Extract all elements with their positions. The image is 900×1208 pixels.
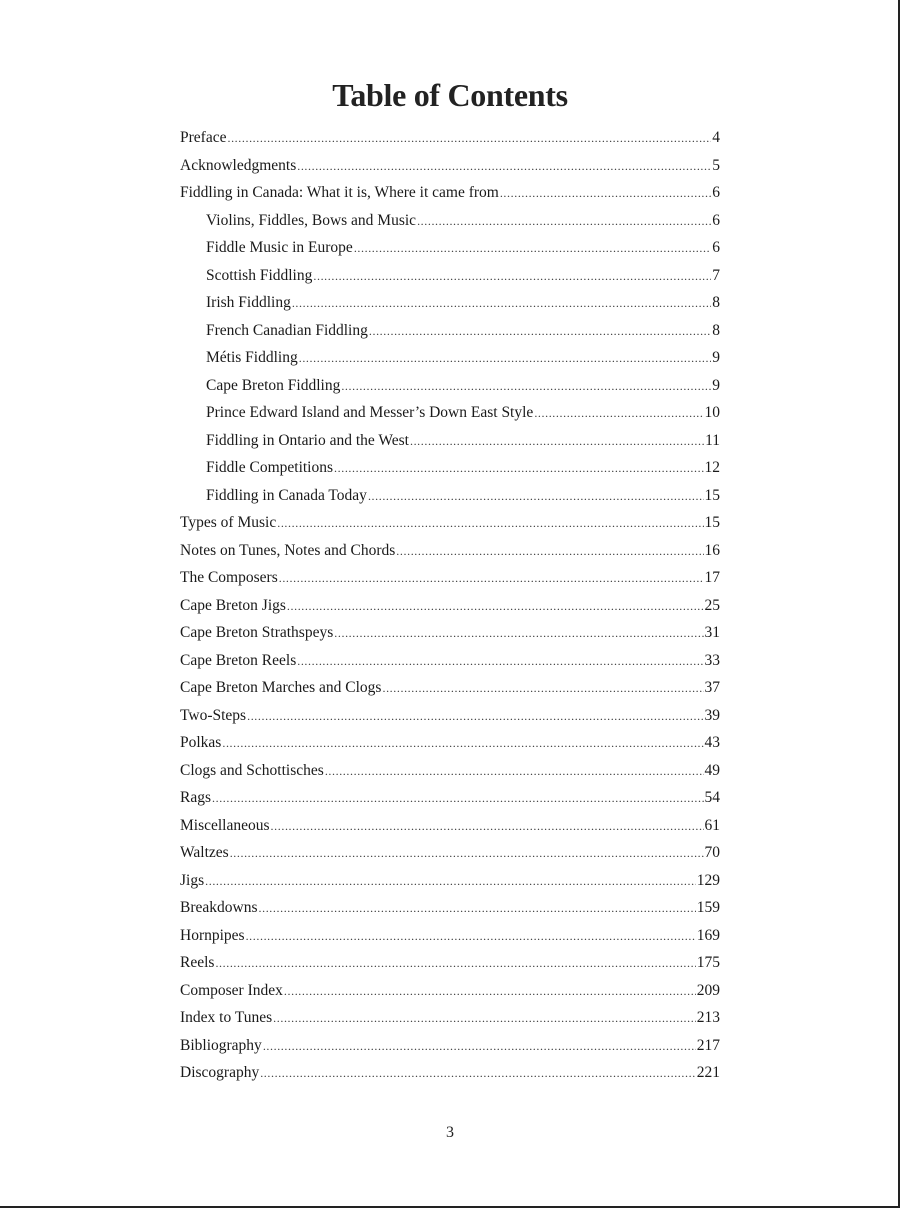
toc-entry-label: Cape Breton Strathspeys (180, 624, 334, 641)
toc-dot-leader (227, 125, 711, 153)
toc-dot-leader (287, 593, 704, 621)
toc-entry-label: Two-Steps (180, 706, 247, 724)
toc-dot-leader (354, 235, 711, 263)
toc-dot-leader (271, 813, 704, 841)
toc-entry[interactable] (180, 757, 720, 785)
toc-entry-page: 175 (696, 954, 720, 971)
toc-entry-page: 6 (712, 211, 720, 229)
toc-entry-label: Métis Fiddling (206, 349, 298, 366)
toc-dot-leader (215, 950, 695, 978)
table-of-contents (180, 124, 720, 1087)
toc-entry-label: Notes on Tunes, Notes and Chords (180, 541, 396, 559)
toc-entry-page: 4 (712, 129, 720, 146)
toc-entry[interactable] (180, 619, 720, 647)
toc-subentry[interactable] (180, 399, 720, 427)
toc-entry-page: 6 (712, 184, 720, 201)
toc-entry-page: 5 (712, 156, 720, 174)
toc-subentry[interactable] (180, 372, 720, 400)
toc-entry-page: 217 (696, 1036, 720, 1054)
toc-subentry[interactable] (180, 317, 720, 345)
toc-entry-page: 8 (712, 294, 720, 311)
toc-entry-page: 54 (704, 789, 720, 806)
toc-entry-label: Polkas (180, 734, 222, 751)
toc-dot-leader (500, 180, 711, 208)
toc-entry[interactable] (180, 1059, 720, 1087)
toc-entry-label: Index to Tunes (180, 1009, 273, 1026)
toc-entry-page: 12 (704, 459, 720, 476)
toc-entry[interactable] (180, 702, 720, 730)
toc-entry-page: 25 (704, 596, 720, 614)
toc-entry-page: 159 (696, 899, 720, 916)
toc-entry-page: 61 (704, 816, 720, 834)
toc-entry-page: 49 (704, 761, 720, 779)
toc-dot-leader (396, 538, 703, 566)
toc-dot-leader (222, 730, 703, 758)
toc-entry-label: Cape Breton Fiddling (206, 376, 341, 394)
toc-entry-page: 33 (704, 651, 720, 669)
toc-entry[interactable] (180, 894, 720, 922)
toc-entry-page: 221 (696, 1064, 720, 1081)
toc-entry[interactable] (180, 152, 720, 180)
toc-entry[interactable] (180, 729, 720, 757)
toc-dot-leader (205, 868, 696, 896)
toc-dot-leader (279, 565, 704, 593)
toc-dot-leader (534, 400, 703, 428)
toc-entry[interactable] (180, 1004, 720, 1032)
toc-entry[interactable] (180, 949, 720, 977)
toc-entry-page: 169 (696, 926, 720, 944)
toc-entry[interactable] (180, 867, 720, 895)
page-title: Table of Contents (332, 77, 568, 114)
toc-entry-label: Fiddling in Canada: What it is, Where it came from (180, 184, 499, 201)
toc-dot-leader (284, 978, 696, 1006)
toc-entry-label: Violins, Fiddles, Bows and Music (206, 211, 417, 229)
toc-dot-leader (382, 675, 703, 703)
toc-entry-label: Types of Music (180, 514, 277, 531)
toc-entry-label: Rags (180, 789, 211, 806)
toc-entry[interactable] (180, 537, 720, 565)
toc-dot-leader (341, 373, 711, 401)
toc-entry[interactable] (180, 564, 720, 592)
toc-entry[interactable] (180, 124, 720, 152)
toc-subentry[interactable] (180, 427, 720, 455)
toc-subentry[interactable] (180, 234, 720, 262)
toc-entry[interactable] (180, 977, 720, 1005)
toc-entry-page: 129 (696, 871, 720, 889)
toc-entry-page: 15 (704, 514, 720, 531)
toc-entry-page: 15 (704, 486, 720, 504)
toc-entry-label: Prince Edward Island and Messer’s Down East Style (206, 404, 534, 421)
toc-entry[interactable] (180, 922, 720, 950)
toc-dot-leader (297, 648, 703, 676)
toc-entry[interactable] (180, 1032, 720, 1060)
toc-dot-leader (297, 153, 711, 181)
toc-entry-page: 70 (704, 844, 720, 861)
toc-subentry[interactable] (180, 454, 720, 482)
toc-entry-label: Jigs (180, 871, 205, 889)
toc-entry-label: Bibliography (180, 1036, 262, 1054)
toc-dot-leader (259, 895, 696, 923)
toc-entry-label: Clogs and Schottisches (180, 761, 324, 779)
toc-entry-label: Discography (180, 1064, 260, 1081)
toc-entry-label: Cape Breton Reels (180, 651, 297, 669)
toc-subentry[interactable] (180, 344, 720, 372)
toc-entry[interactable] (180, 647, 720, 675)
toc-dot-leader (230, 840, 704, 868)
toc-dot-leader (247, 703, 703, 731)
toc-entry-label: Acknowledgments (180, 156, 297, 174)
toc-dot-leader (260, 1060, 696, 1088)
toc-entry-label: Cape Breton Marches and Clogs (180, 679, 382, 696)
toc-entry-page: 17 (704, 569, 720, 586)
toc-entry[interactable] (180, 592, 720, 620)
toc-dot-leader (299, 345, 712, 373)
toc-entry-page: 31 (704, 624, 720, 641)
toc-entry-label: Scottish Fiddling (206, 266, 313, 284)
toc-entry[interactable] (180, 509, 720, 537)
toc-entry-page: 11 (705, 431, 720, 449)
toc-entry-label: Cape Breton Jigs (180, 596, 286, 614)
toc-entry-label: Fiddling in Ontario and the West (206, 431, 409, 449)
toc-entry[interactable] (180, 784, 720, 812)
toc-entry-label: Breakdowns (180, 899, 258, 916)
toc-entry-page: 9 (712, 376, 720, 394)
toc-entry-page: 209 (696, 981, 720, 999)
toc-entry-label: Miscellaneous (180, 816, 270, 834)
toc-entry-label: Irish Fiddling (206, 294, 291, 311)
toc-dot-leader (212, 785, 704, 813)
toc-entry-page: 9 (712, 349, 720, 366)
toc-dot-leader (410, 428, 704, 456)
toc-subentry[interactable] (180, 482, 720, 510)
toc-entry-page: 39 (704, 706, 720, 724)
toc-entry-page: 43 (704, 734, 720, 751)
toc-dot-leader (369, 318, 711, 346)
toc-entry-page: 16 (704, 541, 720, 559)
toc-entry-label: Fiddle Music in Europe (206, 239, 353, 256)
toc-entry-label: The Composers (180, 569, 278, 586)
toc-entry-label: French Canadian Fiddling (206, 321, 368, 339)
toc-dot-leader (325, 758, 704, 786)
toc-subentry[interactable] (180, 262, 720, 290)
toc-entry-page: 37 (704, 679, 720, 696)
toc-subentry[interactable] (180, 289, 720, 317)
toc-entry[interactable] (180, 812, 720, 840)
toc-entry-page: 213 (696, 1009, 720, 1026)
page-number: 3 (446, 1124, 454, 1141)
toc-dot-leader (273, 1005, 696, 1033)
toc-dot-leader (334, 455, 703, 483)
toc-entry-label: Reels (180, 954, 215, 971)
toc-dot-leader (246, 923, 696, 951)
toc-entry[interactable] (180, 674, 720, 702)
toc-entry-label: Waltzes (180, 844, 229, 861)
toc-entry-page: 8 (712, 321, 720, 339)
toc-entry-label: Hornpipes (180, 926, 245, 944)
toc-dot-leader (313, 263, 711, 291)
toc-dot-leader (292, 290, 711, 318)
toc-dot-leader (368, 483, 704, 511)
toc-dot-leader (277, 510, 703, 538)
toc-subentry[interactable] (180, 207, 720, 235)
toc-dot-leader (417, 208, 711, 236)
toc-entry-page: 7 (712, 266, 720, 284)
toc-entry-page: 10 (704, 404, 720, 421)
toc-dot-leader (263, 1033, 696, 1061)
toc-entry-label: Composer Index (180, 981, 283, 999)
toc-entry-label: Fiddle Competitions (206, 459, 334, 476)
toc-entry[interactable] (180, 179, 720, 207)
toc-entry-label: Preface (180, 129, 227, 146)
toc-dot-leader (334, 620, 703, 648)
toc-entry-page: 6 (712, 239, 720, 256)
toc-entry-label: Fiddling in Canada Today (206, 486, 367, 504)
toc-entry[interactable] (180, 839, 720, 867)
